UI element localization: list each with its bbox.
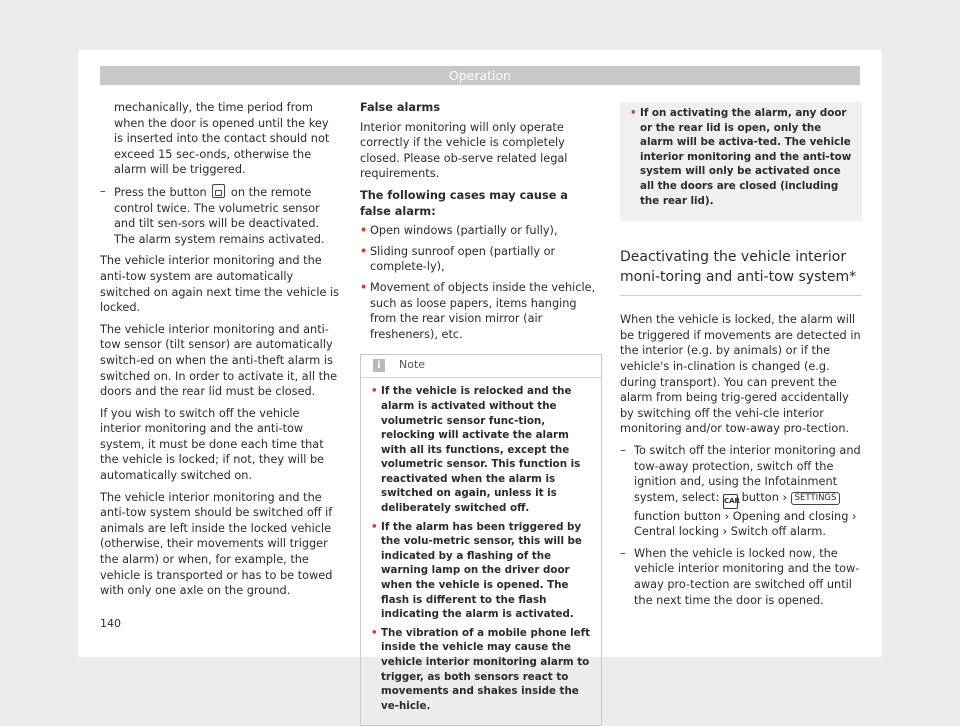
paragraph-tilt-sensor: The vehicle interior monitoring and anti-tow sensor (tilt sensor) are automatically switch-ed on when the anti-theft alarm is switched on. In order to activate it, all the doors and the rear lid must be closed. [100, 322, 338, 399]
page-header: Operation [100, 66, 860, 85]
instruction-press-button [100, 184, 340, 247]
bullet-marker: • [360, 280, 368, 294]
bullet-marker: • [371, 626, 378, 639]
paragraph-switch-off-each-time: If you wish to switch off the vehicle interior monitoring and the anti-tow system, it must be done each time that the vehicle is locked; if not, they will be automatically switched on. [100, 406, 325, 483]
section-heading: Deactivating the vehicle interior moni-toring and anti-tow system* [620, 247, 862, 296]
dash-marker: – [620, 546, 626, 560]
instruction-switch-off [620, 443, 862, 540]
dash-marker: – [100, 184, 106, 198]
instruction-text-end: function button › Opening and closing › Central locking › Switch off alarm. [634, 509, 857, 539]
list-item [360, 223, 602, 239]
bullet-marker: • [371, 520, 378, 533]
note-item-text: The vibration of a mobile phone left inside the vehicle may cause the vehicle interior monitoring alarm to trigger, as both sensors react to movements and shakes inside the ve-hicle. [381, 626, 591, 712]
false-alarms-heading: False alarms [360, 101, 441, 114]
note-item [371, 384, 591, 515]
dash-marker: – [620, 443, 626, 457]
warning-box [620, 102, 862, 221]
settings-key: SETTINGS [791, 492, 841, 505]
column-right [620, 102, 862, 614]
bullet-marker: • [360, 224, 368, 238]
paragraph-auto-switch-on: The vehicle interior monitoring and the anti-tow system are automatically switched on again next time the vehicle is locked. [100, 254, 340, 315]
note-header [361, 355, 601, 378]
column-middle [360, 100, 602, 726]
instruction-text-end: on the remote control twice. The volumetric sensor and tilt sen-sors will be deactivated. The alarm system remains activated. [114, 185, 325, 246]
warning-item [630, 106, 852, 208]
list-item-text: Movement of objects inside the vehicle, such as loose papers, items hanging from the rear vision mirror (air fresheners), etc. [370, 280, 596, 341]
bullet-marker: • [360, 244, 368, 258]
lock-icon [212, 184, 225, 198]
instruction-text-start: To switch off the interior monitoring and tow-away protection, switch off the ignition and, using the Infotainment system, select: [634, 443, 861, 504]
instruction-text-mid: button › [741, 490, 787, 504]
info-icon: i [373, 359, 385, 372]
instruction-locked-now [620, 546, 862, 608]
list-item [360, 280, 602, 342]
column-left [100, 100, 340, 605]
bullet-marker: • [371, 385, 378, 398]
instruction-text-start: Press the button [114, 185, 207, 199]
note-title: Note [399, 358, 426, 372]
note-item-text: If the alarm has been triggered by the volu-metric sensor, this will be indicated by a flashing of the warning lamp on the driver door when the vehicle is opened. The flash is different to the flash indicating the alarm is activated. [381, 520, 582, 621]
list-item [360, 244, 602, 275]
list-item-text: Open windows (partially or fully), [370, 224, 558, 238]
paragraph-alarm-trigger: When the vehicle is locked, the alarm will be triggered if movements are detected in the interior (e.g. by animals) or if the vehicle's in-clination is changed (e.g. during transport). You can prevent the alarm from being trig-gered accidentally by switching off the vehi-cle interior monitoring and/or tow-away pro-tection. [620, 313, 861, 436]
note-box [360, 354, 602, 726]
note-item-text: If the vehicle is relocked and the alarm is activated without the volumetric sensor func-tion, relocking will activate the alarm with all its functions, except the volumetric sensor. This function is reactivated when the alarm is switched on again, unless it is deliberately switched off. [381, 385, 581, 515]
car-icon: CAR [723, 494, 738, 509]
false-alarm-causes-heading: The following cases may cause a false alarm: [360, 188, 568, 218]
list-item-text: Sliding sunroof open (partially or complete-ly), [370, 244, 556, 274]
instruction-text: When the vehicle is locked now, the vehicle interior monitoring and the tow-away pro-tection are switched off until the next time the door is opened. [634, 546, 860, 607]
note-item [371, 520, 591, 622]
paragraph-animals: The vehicle interior monitoring and the anti-tow system should be switched off if animals are left inside the locked vehicle (otherwise, their movements will trigger the alarm) or when, for example, the vehicle is transported or has to be towed with only one axle on the ground. [100, 490, 333, 598]
warning-item-text: If on activating the alarm, any door or the rear lid is open, only the alarm will be activa-ted. The vehicle interior monitoring and the anti-tow system will only be activated once all the doors are closed (including the rear lid). [640, 107, 852, 207]
paragraph-continuation: mechanically, the time period from when the door is opened until the key is inserted into the contact should not exceed 15 sec-onds, otherwise the alarm will be triggered. [114, 101, 330, 177]
page-number: 140 [100, 617, 121, 630]
note-item [371, 626, 591, 714]
bullet-marker: • [630, 107, 637, 119]
paragraph-interior-monitoring: Interior monitoring will only operate correctly if the vehicle is completely closed. Please ob-serve related legal requirements. [360, 120, 568, 181]
